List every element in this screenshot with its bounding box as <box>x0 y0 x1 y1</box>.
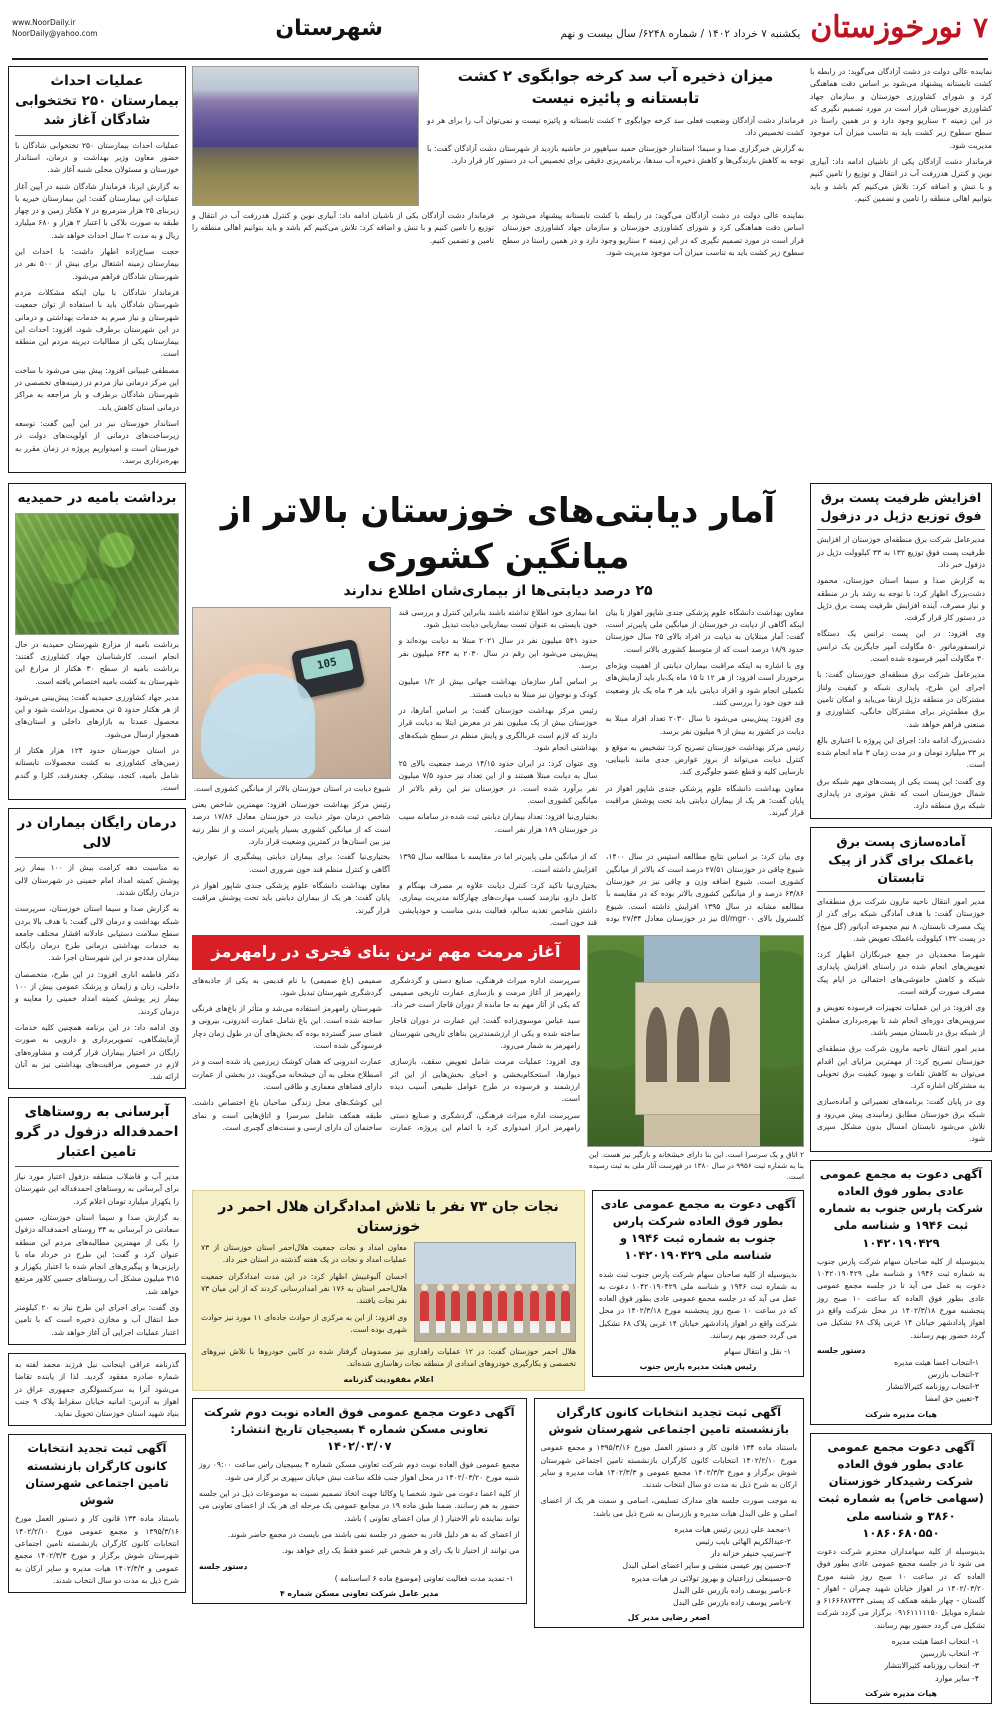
dezpol-p6: وی گفت: این پست یکی از پست‌های مهم شبکه برق شمال خوزستان است که نقش موثری در پایداری شبکه برق منطقه دارد. <box>817 776 985 811</box>
agenda-item: ۱-انتخاب اعضا هیئت مدیره <box>894 1357 979 1367</box>
agenda-item: ۱- انتخاب اعضا هیئت مدیره <box>891 1637 979 1647</box>
divider <box>817 529 985 530</box>
okra-harvest-photo <box>15 513 179 635</box>
ahmadfadaleh-p3: وی گفت: برای اجرای این طرح نیاز به ۲۰ کیلومتر خط انتقال آب و مخازن ذخیره است که با تامین اعتبار عملیات اجرایی آن آغاز خواهد شد. <box>15 1303 179 1337</box>
masthead-right <box>560 10 988 45</box>
agenda-item: ۱- تمدید مدت فعالیت تعاونی (موضوع ماده ۶ اساسنامه ) <box>334 1573 514 1583</box>
lead-c3-p1: معاون بهداشت دانشگاه علوم پزشکی جندی شاپور اهواز با بیان اینکه آگاهی از دیابت در خوزستان از میانگین ملی پایین‌تر است، گفت: آمار مبتلایان به دیابت در افراد بالای ۲۵ سال خوزستان حدود ۱۸/۹ درصد است که از متوسط کشوری بالاتر است. <box>605 607 804 654</box>
rescuer <box>546 1291 555 1333</box>
dezpol-substation-article <box>810 483 992 818</box>
right-column <box>8 483 186 1601</box>
logo-text: نورخوزستان <box>810 10 963 45</box>
lead-c2-p2: حدود ۵۴۱ میلیون نفر در سال ۲۰۲۱ مبتلا به دیابت بوده‌اند و پیش‌بینی می‌شود این رقم در سال ۲۰۳۰ به ۶۴۳ میلیون نفر برسد. <box>398 636 598 671</box>
right-column-top <box>8 66 186 481</box>
rescue-team-photo <box>414 1242 576 1342</box>
shadegan-hospital-headline: عملیات احداث بیمارستان ۲۵۰ تختخوابی شادگان آغاز شد <box>15 73 179 129</box>
baghmalek-p2: شهرضا محمدیان در جمع خبرنگاران اظهار کرد: تعویض‌های انجام شده در راستای افزایش پایداری شبکه و کاهش خاموشی‌های احتمالی در ایام پیک مصرف صورت گرفته است. <box>817 950 985 997</box>
qajar-mansion-photo <box>587 935 804 1147</box>
top-left-p2: فرماندار دشت آزادگان یکی از ناشیان ادامه داد: آبیاری نوین و کنترل هدررفت آب در انتقال و توزیع را تامین کنیم و با تنش و اضافه کرد: تلاش می‌کنیم کم باشد و باید بتوانیم اهالی منطقه را تامین و تضمین کنیم. <box>810 157 992 203</box>
mansion-facade <box>635 982 762 1114</box>
agenda-item: ۲-انتخاب بازرس <box>927 1370 979 1380</box>
member-item: ۴-حسین پور عیسی منشی و سایر اعضای اصلی البدل <box>622 1561 791 1571</box>
ad-rashidkar-agenda <box>817 1636 979 1685</box>
rescuer <box>436 1291 445 1333</box>
lali-p3: دکتر فاطمه اناری افزود: در این طرح، متخصصان داخلی، زنان و زایمان و پزشک عمومی بیش از ۱۰۰ بیمار زیر پوشش کمیته امداد خمینی را معاینه و درمان کردند. <box>15 969 179 1016</box>
dezpol-headline: افزایش ظرفیت پست برق فوق توزیع دژپل در دزفول <box>820 490 982 524</box>
agenda-item: ۴- سایر موارد <box>935 1673 979 1683</box>
lead-c2-p3: بر اساس آمار سازمان بهداشت جهانی بیش از ۱/۲ میلیون کودک و نوجوان نیز مبتلا به دیابت هستند. <box>398 677 598 699</box>
top-center-p2: به گزارش خبرگزاری صدا و سیما؛ استاندار خوزستان حمید سیاهپور در حاشیه بازدید از شهرستان دشت آزادگان گفت: با توجه به کاهش بارندگی‌ها و کاهش ذخیره آب سدها، برنامه‌ریزی دقیقی برای تخصیص آب در دستور کار قرار دارد. <box>427 144 804 166</box>
ad-pars-agenda-title: دستور جلسه <box>817 1345 866 1355</box>
lali-headline: درمان رایگان بیماران در لالی <box>17 815 177 851</box>
lead-story <box>192 489 804 929</box>
ahmadfadaleh-p2: به گزارش صدا و سیما استان خوزستان، حسین سعادتی در آبرسانی به ۳۴ روستای احمدفداله دزفول را یکی از مهمترین مطالبه‌های مردم این منطقه عنوان کرد و گفت: این طرح در خرداد ماه با رایزنی‌ها و پیگیری‌های انجام شده با اعتبار یکهزار و ۳۱۵ میلیون مشکل آب روستاهای حسین کلاور مرتفع خواهد شد. <box>15 1212 179 1296</box>
ad-taavoni-p3: از اعضای که به هر دلیل قادر به حضور در جلسه نمی باشند می بایست در مجمع حاضر شوند. <box>227 1529 520 1539</box>
ad-kanoon-signature: اصغر رضایی مدیر کل <box>627 1613 710 1622</box>
shadegan-p4: فرماندار شادگان با بیان اینکه مشکلات مردم شهرستان شادگان باید با استفاده از توان جمعیت شهرستان و نیاز مبرم به خدمات بهداشتی و درمانی در این شهرستان برطرف شود، افزود: احداث این بیمارستان یکی از مطالبات دیرینه مردم این منطقه است. <box>15 287 179 359</box>
dezpol-p3: وی افزود: در این پست ترانس یک دستگاه ترانسفورماتور ۵۰ مگاولت آمپر جایگزین یک ترانس ۳۰ مگاولت آمپر فرسوده شده است. <box>817 629 985 664</box>
top-band <box>8 66 992 481</box>
ahmadfadaleh-headline: آبرسانی به روستاهای احمدفداله دزفول در گرو تامین اعتبار <box>15 1104 179 1160</box>
ramhormoz-c1-p2: سید عباس موسوی‌زاده گفت: این عمارت در دوران قاجار ساخته شده و یکی از ارزشمندترین بناهای تاریخی شهرستان رامهرمز به شمار می‌رود. <box>390 1016 580 1051</box>
ad-taavoni-p4: می توانند از اختیار تا یک رای و هر شخص غیر عضو فقط یک رای خواهد بود. <box>282 1546 520 1556</box>
bottom-ads-row <box>192 1398 804 1636</box>
arch <box>646 1007 667 1083</box>
lead-c1-p2: رئیس مرکز بهداشت خوزستان افزود: مهمترین شاخص یعنی شاخص درمان موثر دیابت در خوزستان معادل ۱۷/۸۶ درصد است که از میانگین کشوری بسیار پایین‌تر است و از نظر رتبه نیز بین استان‌ها در کمترین وضعیت قرار دارد. <box>191 800 391 847</box>
divider <box>15 135 179 136</box>
helal-ahmar-headline: نجات جان ۷۳ نفر با تلاش امدادگران هلال احمر در خوزستان <box>218 1198 559 1235</box>
baghmalek-p1: مدیر امور انتقال ناحیه مارون شرکت برق منطقه‌ای خوزستان گفت: با هدف آمادگی شبکه برای گذر از پیک مصرف تابستان، ۸ نیم مجموعه آدپاتور (گل میخ) در پست ۱۳۲ کیلوولت باغملک تعویض شد. <box>817 896 985 943</box>
lost-passport-notice <box>8 1353 186 1426</box>
lead-c2-p5: وی عنوان کرد: در ایران حدود ۱۴/۱۵ درصد جمعیت بالای ۲۵ سال به دیابت مبتلا هستند و از این تعداد نیز حدود ۷/۵ میلیون نفر برآورد شده است. در خوزستان نیز این رقم بالاتر از میانگین کشوری است. <box>398 759 598 806</box>
ramhormoz-photo-caption: ۲ اتاق و یک سرسرا است. این بنا دارای خیشخانه و بارگیر نیز هست. این بنا به شماره ثبت ۹۹۵۶ در سال ۱۳۸۰ در فهرست آثار ملی به ثبت رسیده است. <box>589 1150 804 1181</box>
ad-taavoni-p1: مجمع عمومی فوق العاده نوبت دوم شرکت تعاونی مسکن شماره ۴ بسیجیان راس ساعت ۰۹:۰۰ روز شنبه مورخ ۱۴۰۲/۰۳/۲۰ در محل اهواز جنب فلکه ساعت نبش خیابان سپهری بر گزار می شود. <box>199 1460 520 1482</box>
ramhormoz-c1-p4: سرپرست اداره میراث فرهنگی، گردشگری و صنایع دستی رامهرمز ابراز امیدواری کرد با اتمام این پروژه، عمارت صمیمی (باغ صمیمی) با نام قدیمی به یکی از جاذبه‌های گردشگری شهرستان تبدیل شود. <box>192 975 580 1132</box>
divider <box>15 1166 179 1167</box>
left-column <box>810 483 992 1712</box>
ad-kanoon-bazneshaste <box>534 1398 804 1628</box>
top-center-p3: نماینده عالی دولت در دشت آزادگان می‌گوید: در رابطه با کشت تابستانه پیشنهاد می‌شود بر اساس دقت هماهنگی کرد و شورای کشاورزی خوزستان و سازمان جهاد کشاورزی خوزستان قرار است در مورد تصمیم نگیری که در این زمینه ۲ سناریو وجود دارد و در همین راستا در سطح سطوح زیر کشت باید به تناسب میزان آب موجود مدیریت شود. <box>502 211 804 257</box>
ad-rashidkar-signature: هیات مدیره شرکت <box>865 1688 937 1698</box>
rescuer <box>467 1291 476 1333</box>
ad-taavoni-agenda <box>199 1573 514 1585</box>
ramhormoz-c1-p3: وی افزود: عملیات مرمت شامل تعویض سقف، بازسازی دیوارها، استحکام‌بخشی و احیای بخش‌هایی از این اثر ارزشمند و فرسوده در طرح عوامل طبیعی آسیب دیده است. <box>390 1057 580 1104</box>
ad-pars-jonoob-left <box>810 1160 992 1425</box>
arch <box>677 1007 698 1083</box>
lead-flow-p1: وی بیان کرد: بر اساس نتایج مطالعه استپس در سال ۱۴۰۰، شیوع چاقی در خوزستان ۲۷/۵۱ درصد است که بالاتر از میانگین کشوری است. شیوع اضافه وزن و چاقی نیز در خوزستان ۶۳/۸۶ درصد و از میانگین کشوری بالاتر بوده که در مقایسه با مطالعه مشابه در سال ۱۳۹۵ افزایش داشته است. شیوع کلسترول بالای dl/mg۲۰۰ نیز در خوزستان معادل ۲۷/۳۴ بوده که از میانگین ملی پایین‌تر اما در مقایسه با مطالعه سال ۱۳۹۵ افزایش داشته است. <box>399 852 804 923</box>
arch <box>709 1007 730 1083</box>
email-line[interactable]: NoorDaily@yahoo.com <box>12 29 98 38</box>
ad-pars-agenda <box>817 1357 979 1406</box>
member-item: ۵-حسینعلی زراعتیان و بهروز تولائی در هیات مدیره <box>631 1573 791 1583</box>
ad-taavoni-p2: از کلیه اعضا دعوت می شود شخصا یا وکالتا جهت اتخاذ تصمیم نسبت به موضوعات ذیل در این جلسه حضور به هم رسانند. ضمنا طبق ماده ۱۹ در مجامع عمومی یک مرحله ای هر یک از اعضای تعاونی می تواند نماینده تام الاختیار ( از میان اعضای تعاونی ) باشد. <box>199 1489 520 1523</box>
ahmadfadaleh-p1: مدیر آب و فاضلاب منطقه دزفول اعتبار مورد نیاز برای آبرسانی به روستاهای احمدفداله این شهرستان را یکهزار میلیارد تومان اعلام کرد. <box>15 1172 179 1206</box>
shadegan-p3: حجت صباح‌زاده اظهار داشت: با احداث این بیمارستان زمینه اشتغال برای بیش از ۵۰۰ نفر در شهرستان شادگان فراهم می‌شود. <box>15 247 180 281</box>
rescuer <box>514 1291 523 1333</box>
rescuers-row <box>420 1291 570 1333</box>
ad-taavoni-maskan <box>192 1398 527 1604</box>
top-left-text <box>810 66 992 205</box>
ad-kanoon-p2: به موجب صورت جلسه های مدارک تسلیمی، اسامی و سمت هر یک از اعضای اصلی و علی البدل هیات مدیره و بازرسان به شرح ذیل می باشد: <box>540 1496 797 1518</box>
ramhormoz-banner: آغاز مرمت مهم ترین بنای قجری در رامهرمز <box>192 935 580 969</box>
baghmalek-p5: وی در پایان گفت: برنامه‌های تعمیراتی و آماده‌سازی شبکه برق خوزستان مطابق زمانبندی پیش می‌رود و تلاش می‌شود تابستان امسال بدون مشکل سپری شود. <box>817 1097 985 1144</box>
ad-pars-body: بدینوسیله از کلیه صاحبان سهام شرکت پارس جنوب به شماره ثبت ۱۹۴۶ و شناسه ملی ۱۰۴۲۰۱۹۰۴۲۹ دعوت به عمل می آید تا در جلسه مجمع عمومی عادی بطور فوق العاده که ساعت ۱۰ صبح روز پنجشنبه مورخ ۱۴۰۲/۳/۱۸ در محل شرکت واقع در اهواز پادادشهر خیابان ۱۴ غربی پلاک ۶۸ تشکیل می گردد حضور بهم رسانند. <box>817 1256 985 1340</box>
rescuer <box>498 1291 507 1333</box>
ramhormoz-c2-p2: عمارت اندرونی که همان کوشک زیرزمین یاد شده است و در اصطلاح محلی به آن خیشخانه می‌گویند، در بخشی از عمارت دارای فضاهای معماری و طاقی است. <box>192 1057 382 1091</box>
okra-p3: در استان خوزستان حدود ۱۲۴ هزار هکتار از زمین‌های کشاورزی به کشت محصولات تابستانه شامل بامیه، کنجد، نیشکر، چغندرقند، کلزا و گندم است. <box>15 746 179 792</box>
lali-p4: وی ادامه داد: در این برنامه همچنین کلیه خدمات آزمایشگاهی، تصویربرداری و دارویی به صورت رایگان در اختیار بیماران قرار گرفت و مشاوره‌های لازم در خصوص مراقبت‌های بهداشتی نیز به آنان ارائه شد. <box>15 1022 179 1082</box>
masthead-contact <box>12 17 98 40</box>
section-title: شهرستان <box>275 15 383 41</box>
ad-kanoon-members <box>541 1524 791 1609</box>
ad-pars-title: آگهی دعوت به مجمع عمومی عادی بطور فوق العاده شرکت پارس جنوب به شماره ثبت ۱۹۴۶ و شناسه ملی ۱۰۴۲۰۱۹۰۴۲۹ <box>818 1166 984 1250</box>
top-left-p1: نماینده عالی دولت در دشت آزادگان می‌گوید: در رابطه با کشت تابستانه پیشنهاد می‌شود بر اساس دقت هماهنگی کرد و شورای کشاورزی خوزستان و سازمان جهاد کشاورزی خوزستان قرار است در مورد تصمیم نگیری که در این زمینه ۲ سناریو وجود دارد و در همین راستا در سطح سطوح زیر کشت باید به تناسب میزان آب موجود مدیریت شود. <box>810 67 992 150</box>
ad-pars-signature: هیات مدیره شرکت <box>865 1409 937 1419</box>
baghmalek-p4: مدیر امور انتقال ناحیه مارون شرکت برق منطقه‌ای خوزستان تصریح کرد: از مهمترین مزایای این اقدام می‌توان به کاهش تلفات و بهبود کیفیت برق تحویلی به مشترکان اشاره کرد. <box>817 1044 985 1091</box>
top-center-headline: میزان ذخیره آب سد کرخه جوابگوی ۲ کشت تابستانه و پائیزه نیست <box>457 67 774 107</box>
ad-taavoni-signature: مدیر عامل شرکت تعاونی مسکن شماره ۴ <box>279 1588 439 1598</box>
lead-c2-p1: اما بیماری خود اطلاع نداشته باشند بنابراین کنترل و بررسی قند خون بایستی به عنوان تست بیماریابی دیابت تبدیل شود. <box>398 607 598 630</box>
lead-c2-p4: رئیس مرکز بهداشت خوزستان گفت: بر اساس آمارها، در خوزستان بیش از یک میلیون نفر در معرض ابتلا به دیابت قرار دارند که لازم است غربالگری و پایش منظم در سطح شبکه‌های بهداشتی انجام شود. <box>398 705 598 752</box>
baghmalek-p3: وی افزود: در این عملیات تجهیزات فرسوده تعویض و سرویس‌های دوره‌ای انجام شد تا بهره‌برداری مطمئن از شبکه برق در تابستان میسر باشد. <box>817 1003 985 1037</box>
shadegan-p1: عملیات احداث بیمارستان ۲۵۰ تختخوابی شادگان با حضور معاون وزیر بهداشت و درمان، استاندار خوزستان و مسئولان محلی شنبه آغاز شد. <box>15 140 179 175</box>
lead-c3-p5: معاون بهداشت دانشگاه علوم پزشکی جندی شاپور اهواز در پایان گفت: هر یک از بیماران دیابتی باید تحت پوشش مراقبت قرار گیرند. <box>605 783 804 818</box>
okra-harvest-article <box>8 483 186 800</box>
lost-passport-note-title: اعلام مفقودیت گذرنامه <box>343 1374 434 1384</box>
shadegan-p2: به گزارش ایرنا، فرماندار شادگان شنبه در آیین آغاز عملیات این بیمارستان گفت: این بیمارستان خیریه با زیربنای ۲۵ هزار مترمربع در ۷ هکتار زمین و در چهار طبقه به صورت بلاکی با اعتبار ۲ هزار و ۶۸۰ میلیارد ریال و به مدت ۲ سال احداث خواهد شد. <box>15 181 179 240</box>
member-item: ۱-محمد علی زرین رئیس هیات مدیره <box>674 1525 791 1535</box>
rescuer <box>451 1291 460 1333</box>
rescuer <box>561 1291 570 1333</box>
shadegan-hospital-article <box>8 66 186 473</box>
lead-subhead: ۲۵ درصد دیابتی‌ها از بیماری‌شان اطلاع ندارند <box>343 582 653 599</box>
lead-flow-p4: معاون بهداشت دانشگاه علوم پزشکی جندی شاپور اهواز در پایان گفت: هر یک از بیماران دیابتی باید تحت پوشش مراقبت قرار گیرند. <box>192 880 390 915</box>
lead-c3-p3: وی افزود: پیش‌بینی می‌شود تا سال ۲۰۳۰ تعداد افراد مبتلا به دیابت در کشور به بیش از ۹ میلیون نفر برسد. <box>605 714 804 736</box>
member-item: ۶-ناصر یوسف زاده بازرس علی البدل <box>673 1585 791 1595</box>
ad-pars-center-title: آگهی دعوت به مجمع عمومی عادی بطور فوق العاده شرکت پارس جنوب به شماره ثبت ۱۹۴۶ و شناسه ملی ۱۰۴۲۰۱۹۰۴۲۹ <box>600 1196 796 1263</box>
lead-c3-p4: رئیس مرکز بهداشت خوزستان تصریح کرد: تشخیص به موقع و کنترل دیابت می‌تواند از بروز عوارض جدی مانند نابینایی، نارسایی کلیه و قطع عضو جلوگیری کند. <box>605 742 804 777</box>
newspaper-logo <box>810 10 988 45</box>
ad-rashidkar <box>810 1433 992 1704</box>
divider <box>817 891 985 892</box>
masthead-rule <box>12 58 988 60</box>
dezpol-p4: مدیرعامل شرکت برق منطقه‌ای خوزستان گفت: با اجرای این طرح، پایداری شبکه و کیفیت ولتاژ مشترکان در منطقه دژپل ارتقا می‌یابد و امکان تامین برق مطمئن‌تر برای مشترکان خانگی، کشاورزی و صنعتی فراهم خواهد شد. <box>817 670 985 729</box>
helal-p1: معاون امداد و نجات جمعیت هلال‌احمر استان خوزستان از ۷۳ عملیات امداد و نجات در یک هفته گذشته در استان خبر داد. <box>201 1243 407 1265</box>
top-center-story <box>192 66 804 259</box>
helal-p2: احسان آلبوغبیش اظهار کرد: در این مدت امدادگران جمعیت هلال‌احمر استان به ۱۷۶ نفر امدادرسانی کردند که از این میان ۷۳ نفر نجات یافتند. <box>201 1271 407 1306</box>
lead-flow-p2: بختیاری‌نیا تاکید کرد: کنترل دیابت علاوه بر مصرف بهنگام و کامل دارو، نیازمند کسب مهارت‌های چهارگانه مدیریت بیماری، داشتن شاخص تغذیه سالم، فعالیت بدنی مناسب و خودپایشی قند خون است. <box>399 880 597 927</box>
lead-flow-p3: بختیاری‌نیا گفت: برای بیماران دیابتی پیشگیری از عوارض، آگاهی و کنترل منظم قند خون ضروری است. <box>192 852 390 874</box>
rescuer <box>420 1291 429 1333</box>
okra-headline: برداشت بامیه در حمیدیه <box>17 490 177 507</box>
lead-c3-p2: وی با اشاره به اینکه مراقبت بیماران دیابتی از اهمیت ویژه‌ای برخوردار است افزود: از هر ۱۲ تا ۱۵ ماه یک‌بار باید آزمایش‌های تکمیلی انجام شود و افراد دیابتی باید هر ۳ ماه یک بار وضعیت قند خون خود را بررسی کنند. <box>605 661 805 707</box>
ad-rashidkar-body: بدینوسیله از کلیه سهامداران محترم شرکت دعوت می شود تا در جلسه مجمع عمومی عادی بطور فوق العاده که در ساعت ۱۰ صبح روز شنبه مورخ ۱۴۰۲/۰۳/۲۰ در اهواز خیابان شهید چمران - اهواز - گلستان - چهار طبقه همکف کد پستی ۶۱۶۶۶۸۷۴۳۳ و شماره موبایل ۰۹۱۶۱۱۱۱۱۵۰ برگزار می گردد شرکت تشکیل می گردد حضور بهم رسانند. <box>817 1547 985 1630</box>
rescuer <box>530 1291 539 1333</box>
issue-date-line: یکشنبه ۷ خرداد ۱۴۰۲ / شماره ۶۲۴۸/ سال بیست و نهم <box>560 28 801 40</box>
okra-p1: برداشت بامیه از مزارع شهرستان حمیدیه در حال انجام است. کارشناسان جهاد کشاورزی گفتند: برداشت بامیه از سطح ۳۰ هکتار از مزارع این شهرستان به کشت بامیه اختصاص یافته است. <box>15 639 179 686</box>
ahmadfadaleh-water-article <box>8 1097 186 1345</box>
ad-pars-center-signature: رئیس هیئت مدیره پارس جنوب <box>639 1362 757 1372</box>
ad-pars-center-agenda <box>599 1346 791 1358</box>
divider <box>15 857 179 858</box>
ad-kanoon-right-body: باستناد ماده ۱۳۴ قانون کار و دستور العمل مورخ ۱۳۹۵/۳/۱۶ و مجمع عمومی مورخ ۱۴۰۲/۲/۱۰ انتخابات کانون کارگران بازنشسته تامین اجتماعی شهرستان شوش برگزار و مورخ ۱۴۰۲/۳/۳ مجمع عمومی و ۱۴۰۲/۳/۳ هیات مدیره و سایر ارکان به شرح ذیل به مدت دو سال انتخاب شدند. <box>15 1514 180 1585</box>
agenda-item: ۱- نقل و انتقال سهام <box>724 1347 791 1357</box>
glucometer-reading: 105 <box>300 648 353 680</box>
lead-headline: آمار دیابتی‌های خوزستان بالاتر از میانگین کشوری <box>220 491 776 577</box>
website-line[interactable]: www.NoorDaily.ir <box>12 17 76 27</box>
member-item: ۷-ناصر یوسف زاده بازرس علی البدل <box>673 1597 791 1607</box>
main-grid <box>8 483 992 1712</box>
lost-passport-body: گذرنامه عراقی اینجانب نبل فرزند محمد لفته به شماره صادره مفقود گردید. لذا از یابنده تقاضا می‌شود آنرا به سرکنسولگری جمهوری عراق در اهواز به آدرس: امانیه خیابان سقراط پلاک ۹ جنب بنیاد شهید استان خوزستان تحویل نماید. <box>15 1359 180 1419</box>
ad-kanoon-title: آگهی ثبت تجدید انتخابات کانون کارگران بازنشسته تامین اجتماعی شهرستان شوش <box>548 1404 790 1436</box>
dezpol-p1: مدیرعامل شرکت برق منطقه‌ای خوزستان از افزایش ظرفیت پست فوق توزیع ۱۳۲ به ۳۳ کیلوولت دژپل در دزفول خبر داد. <box>817 535 986 569</box>
helal-p4: هلال احمر خوزستان گفت: در ۱۲ عملیات راهداری نیز مصدومان گرفتار شده در کابین خودروها با تلاش نیروهای تخصصی و بکارگیری خودروهای امدادی از منطقه نجات رهاسازی شده‌اند. <box>201 1347 577 1369</box>
ramhormoz-c1-p1: سرپرست اداره میراث فرهنگی، صنایع دستی و گردشگری رامهرمز از آغاز مرمت و بازسازی عمارت تاریخی صمیمی که یکی از آثار مهم به جا مانده از دوران قاجار است خبر داد. <box>390 975 580 1010</box>
lead-c1-p1: شیوع دیابت در استان خوزستان بالاتر از میانگین کشوری است. <box>193 783 391 793</box>
helal-p3: وی افزود: از این به مرکزی از حوادث جاده‌ای ۱۱ مورد نیز حوادث شهری بوده است. <box>201 1312 407 1334</box>
lead-c2-p6: بختیاری‌نیا افزود: تعداد بیماران دیابتی ثبت شده در سامانه سیب در خوزستان ۱۸۹ هزار نفر است. <box>398 812 598 834</box>
gloved-hand <box>201 673 315 778</box>
karkheh-dam-photo <box>192 66 419 206</box>
ad-taavoni-title: آگهی دعوت مجمع عمومی فوق العاده نوبت دوم شرکت تعاونی مسکن شماره ۴ بسیجیان تاریخ انتشار: ۱۴۰۲/۰۳/۰۷ <box>204 1404 515 1454</box>
ad-taavoni-agenda-title: دستور جلسه <box>199 1561 248 1571</box>
dezpol-p2: به گزارش صدا و سیما استان خوزستان، محمود دشت‌بزرگ اظهار کرد: با توجه به رشد بار در منطقه و نیاز مصرف، آینده افزایش ظرفیت پست برق دژپل در دستور کار قرار گرفت. <box>817 576 985 623</box>
ads-and-helal-row <box>192 1190 804 1391</box>
lali-p1: به مناسبت دهه کرامت بیش از ۱۰۰ بیمار زیر پوشش کمیته امداد امام خمینی در شهرستان لالی درمان رایگان شدند. <box>15 863 179 897</box>
ramhormoz-c2-p1: شهرستان رامهرمز استفاده می‌شد و متأثر از باغ‌های فرنگی ساخته شده است. این باغ شامل عمارت اندرونی، بیرونی و فضای سبز گسترده بوده که بخش‌های آن در طول زمان دچار فرسودگی شده است. <box>192 1004 382 1051</box>
baghmalek-substation-article <box>810 827 992 1152</box>
okra-p2: مدیر جهاد کشاورزی حمیدیه گفت: پیش‌بینی می‌شود از هر هکتار حدود ۵ تن محصول برداشت شود و این محصول عمدتا به بازارهای داخلی و استان‌های همجوار ارسال می‌شود. <box>15 692 179 739</box>
dezpol-p5: دشت‌بزرگ ادامه داد: اجرای این پروژه با اعتباری بالغ بر ۳۳ میلیارد تومان و در مدت زمان ۳ ماه انجام شده است. <box>817 735 985 770</box>
ad-kanoon-right <box>8 1434 186 1593</box>
tree-right <box>760 936 803 1146</box>
rescuer <box>483 1291 492 1333</box>
lali-p2: به گزارش صدا و سیما استان خوزستان، سرپرست شبکه بهداشت و درمان لالی گفت: با هدف بالا بردن سطح سلامت دستیابی عادلانه اقشار مختلف جامعه به خدمات بهداشتی درمانی طرح درمان رایگان بیماران مددجو در این شهرستان اجرا شد. <box>15 904 179 963</box>
agenda-item: ۳-انتخاب روزنامه کثیرالانتشار <box>886 1382 979 1392</box>
ad-pars-center-body: بدینوسیله از کلیه صاحبان سهام شرکت پارس جنوب ثبت شده به شماره ثبت ۱۹۴۶ و شناسه ملی ۱۰۴۲۰۱۹۰۴۲۹ دعوت به عمل می آید که در جلسه مجمع عمومی عادی بطور فوق العاده که در ساعت ۱۰ صبح روز پنجشنبه مورخ ۱۴۰۲/۳/۱۸ در محل شرکت واقع در اهواز پادادشهر خیابان ۱۴ غربی پلاک ۶۸ تشکیل می گردد حضور بهم رسانند. <box>599 1269 797 1341</box>
baghmalek-headline: آماده‌سازی پست برق باغملک برای گذر از پیک تابستان <box>828 833 974 885</box>
ad-kanoon-right-title: آگهی ثبت تجدید انتخابات کانون کارگران بازنشسته تامین اجتماعی شهرستان شوش <box>25 1441 169 1508</box>
top-center-p4: فرماندار دشت آزادگان یکی از ناشیان ادامه داد: آبیاری نوین و کنترل هدررفت آب در انتقال و توزیع را تامین کنیم و با تنش و اضافه کرد: تلاش می‌کنیم کم باشد و باید بتوانیم اهالی منطقه را تامین و تضمین کنیم. <box>192 211 494 245</box>
masthead <box>8 0 992 56</box>
top-center-p1: فرماندار دشت آزادگان وضعیت فعلی سد کرخه جوابگوی ۲ کشت تابستانه و پائیزه نیست و نمی‌توان آب را برای هر دو کشت تخصیص داد. <box>427 115 804 137</box>
shadegan-p5: مصطفی غیبیانی افزود: پیش بینی می‌شود با ساخت این مرکز درمانی نیاز مردم در زمینه‌های تخصصی در شهرستان شادگان برطرف و بار مراجعه به مراکز درمانی استان کاهش یابد. <box>15 365 179 412</box>
ad-kanoon-p1: باستناد ماده ۱۳۴ قانون کار و دستور العمل مورخ ۱۳۹۵/۳/۱۶ و مجمع عمومی مورخ ۱۴۰۲/۲/۱۰ انتخابات کانون کارگران بازنشسته تامین اجتماعی شهرستان شوش برگزار و مورخ ۱۴۰۲/۳/۳ مجمع عمومی و ۱۴۰۲/۳/۳ هیات مدیره و سایر ارکان به شرح ذیل به مدت دو سال انتخاب شدند. <box>540 1443 797 1490</box>
ramhormoz-c2-p3: این کوشک‌های محل زندگی صاحبان باغ اختصاص داشت. طبقه همکف شامل سرسرا و اتاق‌هایی است و نمای ساختمان آن دارای ارسی و سنت‌های گچبری است. <box>192 1098 382 1132</box>
member-item: ۲-عبدالکریم الهائی نایب رئیس <box>695 1537 791 1547</box>
page-number: ۷ <box>972 11 988 44</box>
agenda-item: ۳- انتخاب روزنامه کثیرالانتشار <box>884 1661 979 1671</box>
center-column <box>192 483 804 1636</box>
member-item: ۳-سرتیپ خنیفر خزانه دار <box>710 1549 791 1559</box>
lali-free-treatment-article <box>8 808 186 1089</box>
ad-pars-jonoob-center <box>592 1190 804 1378</box>
helal-ahmar-story <box>192 1190 585 1391</box>
glucose-meter-photo <box>192 607 391 779</box>
agenda-item: ۴-تعیین حق امضا <box>925 1394 979 1404</box>
ramhormoz-story <box>192 935 804 1182</box>
shadegan-p6: استاندار خوزستان نیز در این آیین گفت: توسعه زیرساخت‌های درمانی از اولویت‌های دولت در خوزستان است و امیدواریم پروژه در زمان مقرر به بهره‌برداری برسد. <box>15 418 179 465</box>
ad-rashidkar-title: آگهی دعوت مجمع عمومی عادی بطور فوق العاده شرکت رشیدکار خوزستان (سهامی خاص) به شماره ثبت ۳۸۶۰ و شناسه ملی ۱۰۸۶۰۶۸۰۵۵۰ <box>818 1439 984 1540</box>
agenda-item: ۲- انتخاب بازرسین <box>920 1649 979 1659</box>
